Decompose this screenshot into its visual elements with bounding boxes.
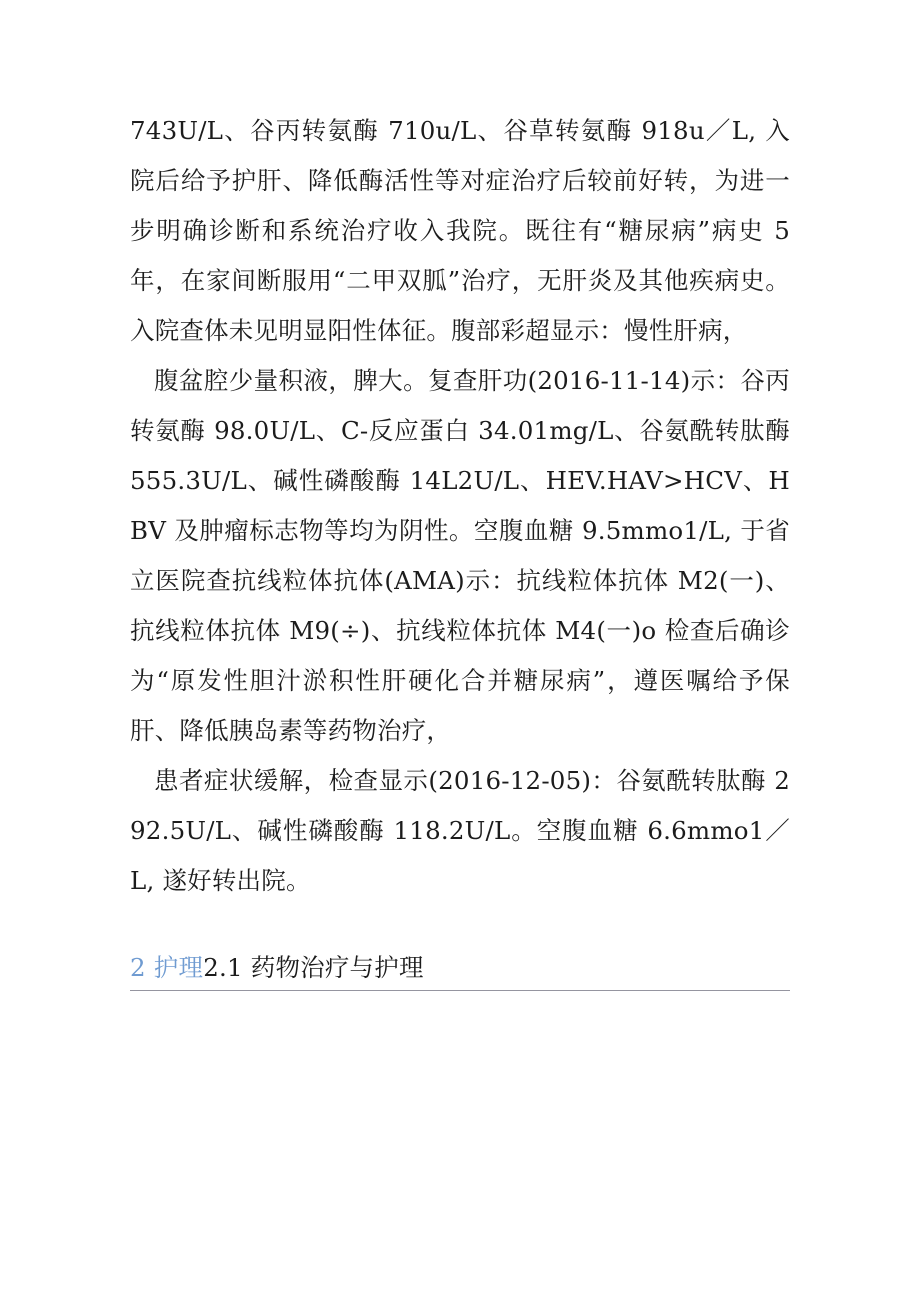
- section-heading-number: 2 护理: [130, 953, 204, 982]
- section-heading-divider: [130, 990, 790, 991]
- body-paragraph-1: 743U/L、谷丙转氨酶 710u/L、谷草转氨酶 918u／L, 入院后给予护肝、降低酶活性等对症治疗后较前好转，为进一步明确诊断和系统治疗收入我院。既往有“糖尿病”病史 5 年，在家间断服用“二甲双胍”治疗，无肝炎及其他疾病史。入院查体未见明显阳性体征。腹部彩超显示：慢性肝病，: [130, 116, 790, 345]
- document-body: [130, 106, 790, 906]
- body-paragraph-3: 患者症状缓解，检查显示(2016-12-05)：谷氨酰转肽酶 292.5U/L、碱性磷酸酶 118.2U/L。空腹血糖 6.6mmo1／L, 遂好转出院。: [130, 766, 790, 895]
- body-paragraph-2: 腹盆腔少量积液，脾大。复查肝功(2016-11-14)示：谷丙转氨酶 98.0U/L、C-反应蛋白 34.01mg/L、谷氨酰转肽酶 555.3U/L、碱性磷酸酶 14L2U/L、HEV.HAV>HCV、HBV 及肿瘤标志物等均为阴性。空腹血糖 9.5mmo1/L, 于省立医院查抗线粒体抗体(AMA)示：抗线粒体抗体 M2(一)、抗线粒体抗体 M9(÷)、抗线粒体抗体 M4(一)o 检查后确诊为“原发性胆汁淤积性肝硬化合并糖尿病”，遵医嘱给予保肝、降低胰岛素等药物治疗，: [130, 366, 790, 745]
- section-heading: [130, 948, 790, 988]
- section-heading-title: 2.1 药物治疗与护理: [203, 953, 424, 982]
- section-heading-block: [130, 948, 790, 991]
